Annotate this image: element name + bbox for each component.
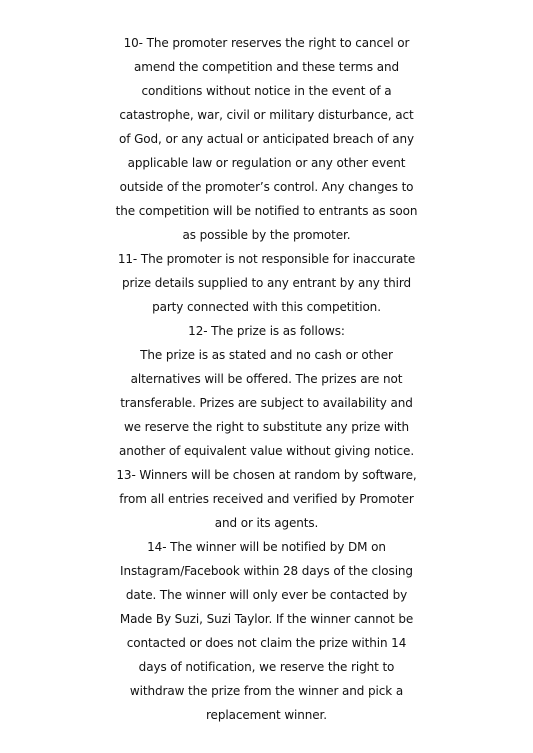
clause-10-line-1: 10- The promoter reserves the right to cancel or bbox=[123, 36, 410, 50]
clause-12-line-5: another of equivalent value without giving notice. bbox=[118, 444, 415, 458]
clause-11-line-2: prize details supplied to any entrant by any third bbox=[122, 276, 411, 290]
clause-10-line-9: as possible by the promoter. bbox=[182, 228, 351, 242]
clause-14-line-7: withdraw the prize from the winner and pick a bbox=[129, 684, 404, 698]
clause-13-line-2: from all entries received and verified by Promoter bbox=[119, 492, 414, 506]
clause-12-line-2: alternatives will be offered. The prizes are not bbox=[130, 372, 403, 386]
clause-14-line-1: 14- The winner will be notified by DM on bbox=[147, 540, 386, 554]
clause-12-line-3: transferable. Prizes are subject to availability and bbox=[120, 396, 413, 410]
clause-13-line-1: 13- Winners will be chosen at random by software, bbox=[116, 468, 417, 482]
clause-13-line-3: and or its agents. bbox=[214, 516, 319, 530]
clause-12-heading: 12- The prize is as follows: bbox=[188, 324, 345, 338]
terms-text bbox=[0, 31, 533, 727]
clause-14-line-5: contacted or does not claim the prize within 14 bbox=[126, 636, 407, 650]
clause-14-line-6: days of notification, we reserve the right to bbox=[138, 660, 395, 674]
clause-10-line-3: conditions without notice in the event of a bbox=[141, 84, 392, 98]
clause-14-line-8: replacement winner. bbox=[205, 708, 328, 722]
clause-14-line-2: Instagram/Facebook within 28 days of the closing bbox=[120, 564, 413, 578]
clause-11-line-3: party connected with this competition. bbox=[152, 300, 381, 314]
clause-10-line-7: outside of the promoter’s control. Any changes to bbox=[119, 180, 414, 194]
clause-10-line-6: applicable law or regulation or any other event bbox=[127, 156, 406, 170]
clause-10-line-4: catastrophe, war, civil or military disturbance, act bbox=[119, 108, 414, 122]
clause-10-line-8: the competition will be notified to entrants as soon bbox=[115, 204, 418, 218]
clause-12-line-4: we reserve the right to substitute any prize with bbox=[123, 420, 410, 434]
clause-14-line-3: date. The winner will only ever be contacted by bbox=[125, 588, 408, 602]
clause-10-line-5: of God, or any actual or anticipated breach of any bbox=[119, 132, 414, 146]
clause-10-line-2: amend the competition and these terms and bbox=[133, 60, 399, 74]
clause-11-line-1: 11- The promoter is not responsible for inaccurate bbox=[117, 252, 416, 266]
clause-14-line-4: Made By Suzi, Suzi Taylor. If the winner cannot be bbox=[119, 612, 414, 626]
clause-12-line-1: The prize is as stated and no cash or other bbox=[140, 348, 393, 362]
